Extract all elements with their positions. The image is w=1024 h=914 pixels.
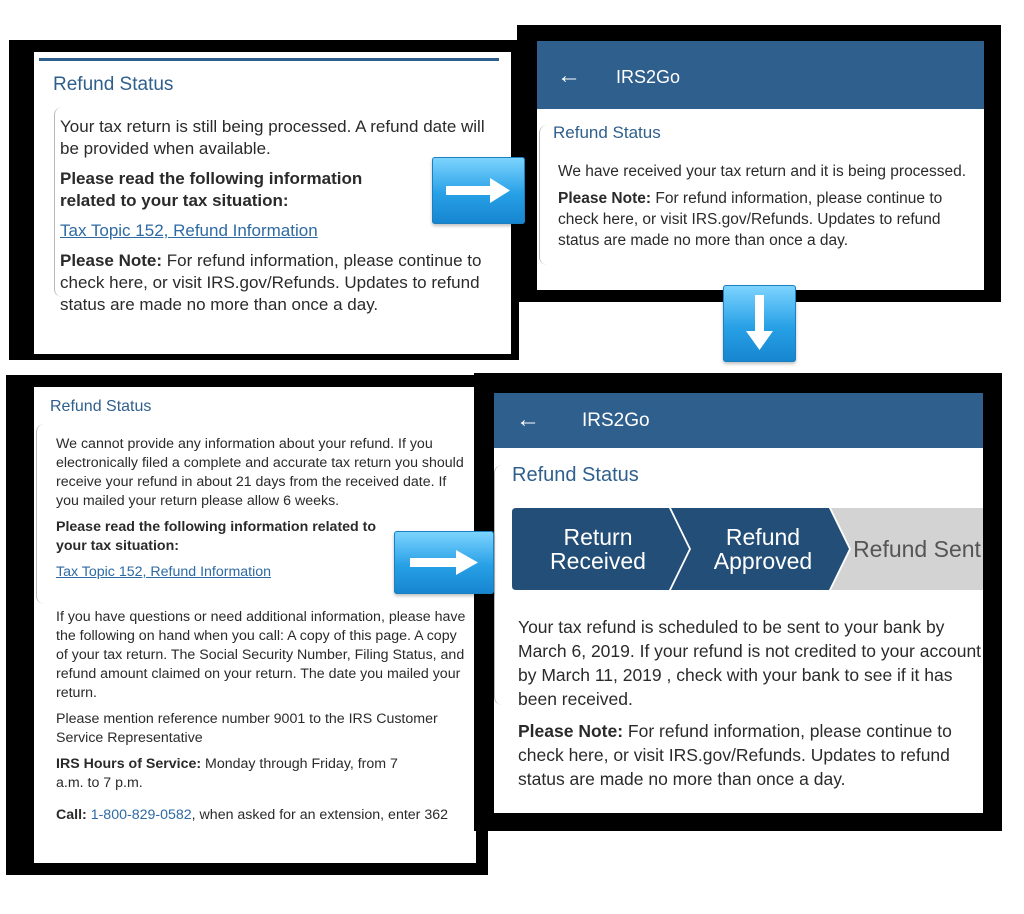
refund-progress-tracker: [512, 508, 983, 590]
phone-number-link[interactable]: 1-800-829-0582: [86, 807, 192, 823]
back-arrow-icon[interactable]: ←: [516, 406, 540, 433]
read-heading: Please read the following information related to your tax situation:: [60, 169, 363, 210]
right-arrow-glyph: [432, 157, 525, 224]
step-return-received: Return Received: [550, 524, 646, 574]
note-text: For refund information, please continue to check here, or visit IRS.gov/Refunds. Updates to refund status are made no more than once a day.: [558, 190, 943, 249]
hours-text: Monday through Friday, from 7 a.m. to 7 p.m.: [56, 756, 398, 791]
right-arrow-glyph: [394, 531, 494, 594]
top-rule: [39, 58, 499, 61]
app-title: IRS2Go: [582, 410, 650, 431]
call-paragraph: [56, 806, 472, 825]
status-message: Your tax return is still being processed. A refund date will be provided when available.: [60, 117, 485, 158]
step-refund-approved: Refund Approved: [713, 524, 813, 574]
app-title: IRS2Go: [616, 67, 681, 87]
panel-received-app: [517, 25, 1001, 302]
panel-approved-app: [474, 373, 1002, 831]
read-heading: Please read the following information related to your tax situation:: [56, 519, 377, 554]
down-arrow-icon: [723, 285, 796, 362]
page-title: Refund Status: [512, 464, 639, 486]
note-label: Please Note:: [558, 190, 652, 207]
note-label: Please Note:: [518, 721, 624, 741]
hours-label: IRS Hours of Service:: [56, 756, 202, 772]
app-header: [537, 41, 984, 109]
note-paragraph: [558, 188, 984, 251]
status-message: We have received your tax return and it is being processed.: [558, 163, 967, 180]
panel-no-info-web: [6, 375, 488, 875]
bracket-decoration: [539, 125, 548, 265]
status-message: Your tax refund is scheduled to be sent to your bank by March 6, 2019. If your refund is not credited to your account by March 11, 2019 , check with your bank to see if it has been received.: [518, 617, 982, 709]
right-arrow-icon: [394, 531, 494, 594]
down-arrow-glyph: [723, 285, 796, 362]
tax-topic-link[interactable]: Tax Topic 152, Refund Information: [60, 221, 318, 240]
page-title: Refund Status: [53, 74, 174, 95]
note-text: For refund information, please continue to check here, or visit IRS.gov/Refunds. Updates to refund status are made no more than once a day.: [60, 251, 482, 314]
bracket-decoration: [494, 465, 503, 705]
status-message: We cannot provide any information about your refund. If you electronically filed a complete and accurate tax return you should receive your refund in about 21 days from the received date. If you mailed your return please allow 6 weeks.: [56, 436, 464, 509]
questions-paragraph: If you have questions or need additional information, please have the following on hand when you call: A copy of this page. A copy of your tax return. The Social Security Number, Filing Status, and refund amount claimed on your return. The date you mailed your return.: [56, 609, 466, 701]
bracket-decoration: [36, 424, 45, 604]
call-text: , when asked for an extension, enter 362: [191, 807, 449, 823]
back-arrow-icon[interactable]: ←: [557, 62, 581, 89]
note-text: For refund information, please continue to check here, or visit IRS.gov/Refunds. Updates to refund status are made no more than once a day.: [518, 721, 952, 789]
step-refund-sent: Refund Sent: [853, 536, 981, 562]
reference-paragraph: Please mention reference number 9001 to the IRS Customer Service Representative: [56, 711, 438, 746]
page-title: Refund Status: [553, 123, 661, 142]
note-paragraph: [60, 250, 490, 316]
app-header: [494, 393, 983, 448]
tax-topic-link[interactable]: Tax Topic 152, Refund Information: [56, 564, 272, 580]
hours-paragraph: [56, 755, 416, 793]
note-paragraph: [518, 719, 983, 791]
right-arrow-icon: [432, 157, 525, 224]
page-title: Refund Status: [50, 398, 152, 415]
call-label: Call:: [56, 807, 87, 823]
note-label: Please Note:: [60, 251, 163, 270]
